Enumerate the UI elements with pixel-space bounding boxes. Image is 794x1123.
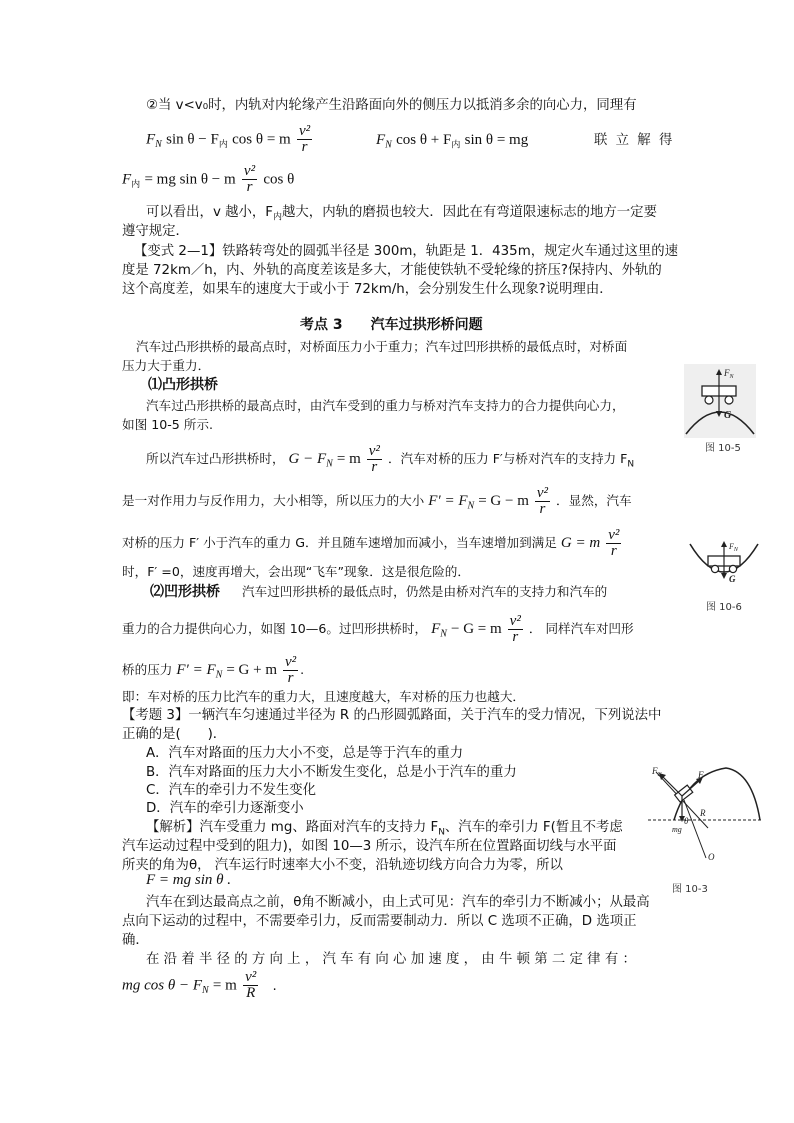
figure-10-6 <box>686 538 762 590</box>
solution-line: 确． <box>122 933 149 948</box>
para-line: 遵守规定． <box>122 224 189 239</box>
equation-1: $F_N$ $\sin \theta - F_内$ cos θ = m $\frac{\text{v²}}{r}$ <box>146 123 311 155</box>
svg-text:F: F <box>698 770 704 780</box>
option-b: B．汽车对路面的压力大小不断发生变化，总是小于汽车的重力 <box>146 765 517 780</box>
solution-line: 点向下运动的过程中，不需要牵引力，反而需要制动力．所以 C 选项不正确，D 选项正 <box>122 914 637 929</box>
variant-problem: 【变式 2—1】铁路转弯处的圆弧半径是 300m，轨距是 1．435m，规定火车通过这里的速 <box>134 244 679 259</box>
para-line: 这个高度差，如果车的速度大于或小于 72km/h，会分别发生什么现象?说明理由． <box>122 282 613 297</box>
solution-line: 汽车在到达最高点之前，θ角不断减小，由上式可见：汽车的牵引力不断减小；从最高 <box>146 895 650 910</box>
example-problem: 【考题 3】一辆汽车匀速通过半径为 R 的凸形圆弧路面，关于汽车的受力情况，下列说法中 <box>122 708 662 723</box>
svg-text:O: O <box>708 852 715 862</box>
joint-solve-label: 联 立 解 得 <box>594 133 675 148</box>
para-line: 可以看出，v 越小，$F_内$越大，内轨的磨损也较大．因此在有弯道限速标志的地方一定要 <box>146 205 657 223</box>
solution-line: 汽车运动过程中受到的阻力)，如图 10—3 所示，设汽车所在位置路面切线与水平面 <box>122 839 617 854</box>
para-line: 度是 72km／h，内、外轨的高度差该是多大，才能使铁轨不受轮缘的挤压?保持内、外轨的 <box>122 263 662 278</box>
para-line: 时，F′ =0，速度再增大，会出现“飞车”现象．这是很危险的． <box>122 564 470 579</box>
figure-10-5 <box>684 364 756 438</box>
svg-text:mg: mg <box>672 825 682 834</box>
option-d: D．汽车的牵引力逐渐变小 <box>146 801 304 816</box>
para-line: ②当 v<v₀时，内轨对内轮缘产生沿路面向外的侧压力以抵消多余的向心力，同理有 <box>146 98 637 113</box>
para-line: 汽车过凸形拱桥的最高点时，由汽车受到的重力与桥对汽车支持力的合力提供向心力， <box>146 398 625 413</box>
subheading-concave: ⑵凹形拱桥 <box>150 584 220 600</box>
option-a: A．汽车对路面的压力大小不变，总是等于汽车的重力 <box>146 746 464 761</box>
option-c: C．汽车的牵引力不发生变化 <box>146 783 317 798</box>
svg-text:G: G <box>724 410 732 421</box>
svg-text:R: R <box>700 808 706 818</box>
caption-10-5: 图 10-5 <box>705 443 741 454</box>
para-line: 正确的是( )． <box>122 727 227 742</box>
equation-2: $F_N$ $\cos \theta + F_内$ sin θ = mg <box>376 132 529 151</box>
figure-10-3 <box>648 764 762 874</box>
para-line: 所以汽车过凸形拱桥时， $G - F_N = m$ $\frac{\text{v²}}{r}$ ．汽车对桥的压力 F′与桥对汽车的支持力 $F_N$ <box>146 443 635 475</box>
solution-equation: mg $\cos \theta - F_N = m$ $\frac{\text{v²}}{R}$ . <box>122 969 277 1001</box>
para-line: 汽车过凸形拱桥的最高点时，对桥面压力小于重力；汽车过凹形拱桥的最低点时，对桥面 <box>136 339 628 354</box>
para-line: 如图 10-5 所示. <box>122 417 213 432</box>
svg-text:FN: $F_N$ <box>724 368 734 380</box>
svg-text:FN: $F_N$ <box>729 542 738 553</box>
caption-10-6: 图 10-6 <box>706 602 742 613</box>
solution-line: 在 沿 着 半 径 的 方 向 上 ， 汽 车 有 向 心 加 速 度 ， 由 牛 顿 第 二 定 律 有 ： <box>146 952 636 967</box>
solution-line: 所夹的角为θ， 汽车运行时速率大小不变，沿轨迹切线方向合力为零，所以 <box>122 858 563 873</box>
svg-text:G: G <box>729 574 736 584</box>
para-line: 是一对作用力与反作用力，大小相等，所以压力的大小 $F' = F_N = G - m$ $\frac{\text{v²}}{r}$ ．显然，汽车 <box>122 485 632 517</box>
svg-text:θ: θ <box>684 816 689 826</box>
solution-equation: F = mg sin θ . <box>146 872 231 888</box>
section-heading: 考点 3 汽车过拱形桥问题 <box>300 317 483 333</box>
caption-10-3: 图 10-3 <box>672 884 708 895</box>
svg-text:FN: $F_N$ <box>652 766 662 778</box>
para-line: 压力大于重力． <box>122 358 211 373</box>
para-line: 重力的合力提供向心力，如图 10—6。过凹形拱桥时， $F_N - G = m$ $\frac{\text{v²}}{r}$ ． 同样汽车对凹形 <box>122 613 634 645</box>
para-line: 桥的压力 $F' = F_N = G + m$ $\frac{\text{v²}}{r}$ . <box>122 654 305 686</box>
subheading-convex: ⑴凸形拱桥 <box>148 377 218 393</box>
solution-line: 【解析】汽车受重力 mg、路面对汽车的支持力 $F_N$、汽车的牵引力 F(暂且不考虑 <box>146 820 623 838</box>
para-line: 即：车对桥的压力比汽车的重力大，且速度越大，车对桥的压力也越大． <box>122 689 525 704</box>
para-line: ⑵凹形拱桥 汽车过凹形拱桥的最低点时，仍然是由桥对汽车的支持力和汽车的 <box>150 584 608 600</box>
para-line: 对桥的压力 F′ 小于汽车的重力 G．并且随车速增加而减小，当车速增加到满足 G = m $\frac{\text{v²}}{r}$ <box>122 527 620 559</box>
equation-3: $F_内$ = mg sin θ − m $\frac{\text{v²}}{r}$ cos θ <box>122 163 295 195</box>
